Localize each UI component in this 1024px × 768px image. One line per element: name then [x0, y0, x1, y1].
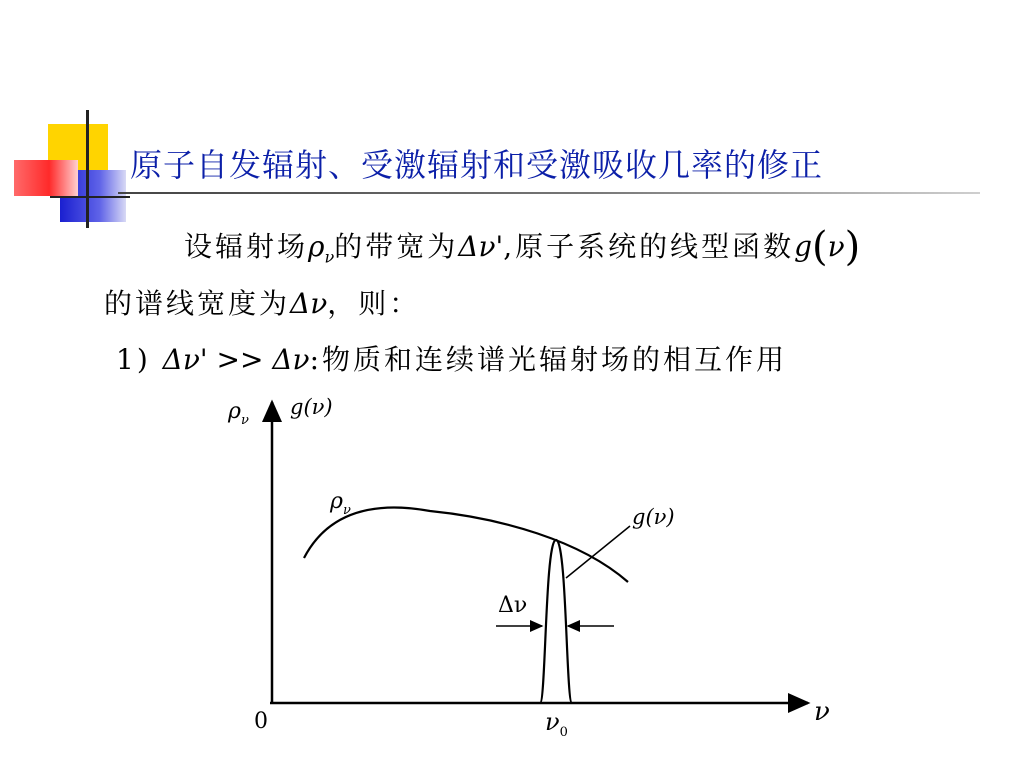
intro-text-mid: 的带宽为 [334, 230, 459, 263]
x-axis-label: ν [814, 697, 830, 727]
rho-symbol: $\rho_\nu$ [308, 230, 335, 267]
width-label: Δν [498, 593, 528, 618]
case-1-description: 物质和连续谱光辐射场的相互作用 [322, 343, 788, 376]
delta-nu: Δν [290, 287, 328, 320]
slide-title: 原子自发辐射、受激辐射和受激吸收几率的修正 [130, 146, 824, 184]
case-1-condition: Δν' >> Δν [162, 343, 310, 376]
center-frequency-label: $\nu_0$ [545, 708, 568, 740]
intro-line2-suffix: ，则： [327, 287, 421, 320]
origin-label: 0 [254, 709, 268, 734]
delta-nu-prime: Δν' [458, 230, 504, 263]
g-function: g(ν) [794, 224, 861, 270]
case-1-colon: : [309, 343, 322, 376]
intro-text-mid2: ,原子系统的线型函数 [503, 230, 795, 263]
g-curve-label: g(ν) [632, 505, 675, 529]
g-lineshape-curve [540, 540, 572, 703]
g-curve-leader-line [566, 526, 630, 578]
intro-text-prefix: 设辐射场 [184, 230, 309, 263]
y-axis-label-rho: $\rho_\nu$ [228, 399, 249, 428]
rho-curve [304, 508, 628, 582]
y-axis-label-g: g(ν) [290, 395, 333, 419]
intro-line2-prefix: 的谱线宽度为 [104, 287, 291, 320]
case-1-number: 1) [116, 343, 151, 376]
rho-curve-label: $\rho_\nu$ [330, 489, 351, 518]
